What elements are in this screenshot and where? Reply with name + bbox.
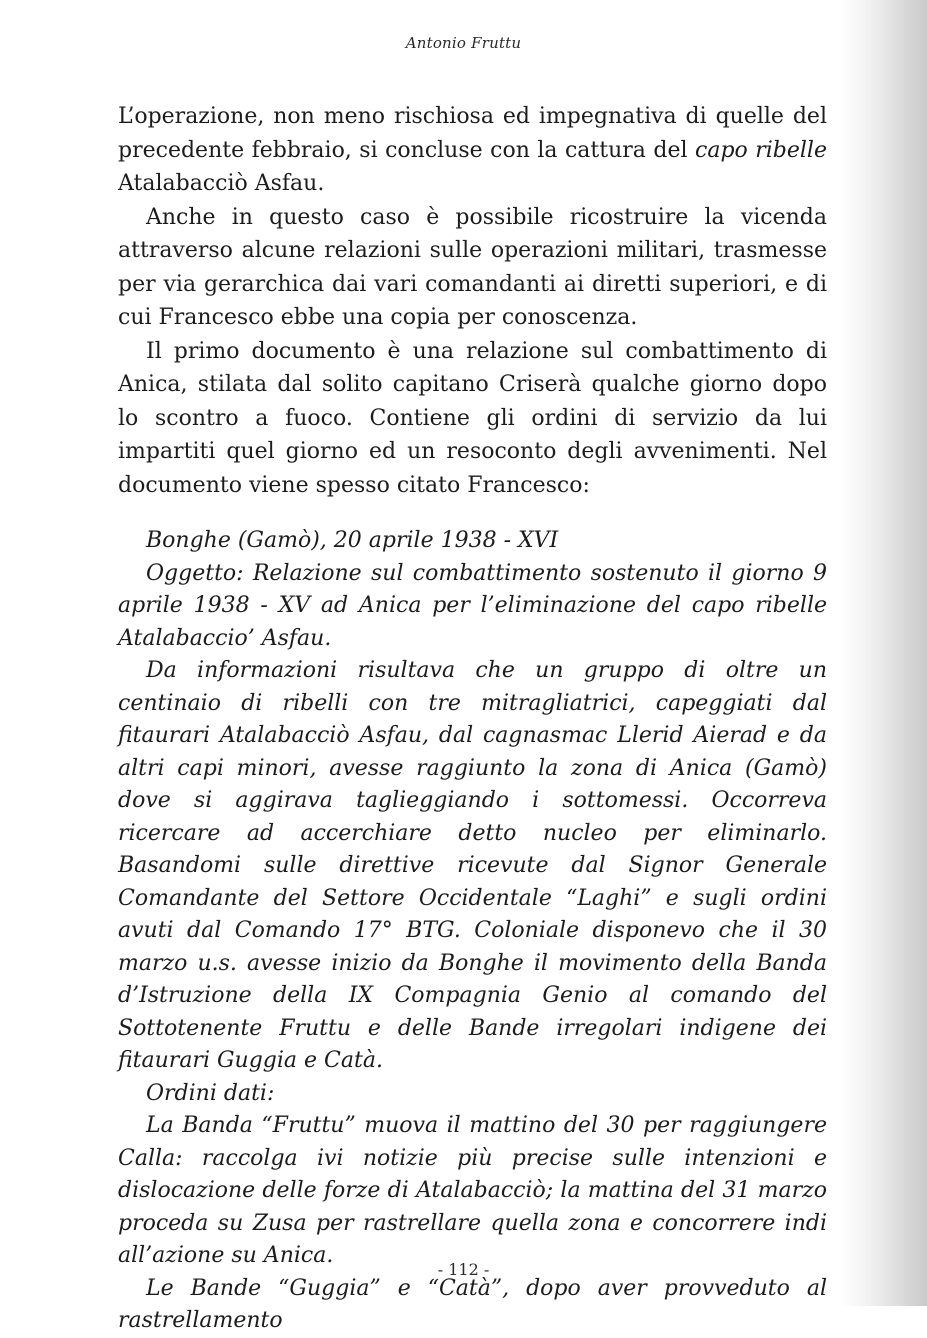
- paragraph-1-text-b: Atalabacciò Asfau.: [118, 171, 325, 196]
- page-number: - 112 -: [437, 1260, 490, 1279]
- running-title: Antonio Fruttu: [405, 34, 522, 52]
- document-orders-heading: Ordini dati:: [146, 1080, 275, 1106]
- paragraph-2: Anche in questo caso è possibile ricostruire la vicenda attraverso alcune relazioni sulle operazioni militari, trasmesse per via gerarchica dai vari comandanti ai diretti superiori, e di cui Francesco ebbe una copia per conoscenza.: [118, 204, 827, 330]
- quoted-document: [118, 525, 827, 1338]
- document-paragraph-1: Da informazioni risultava che un gruppo di oltre un centinaio di ribelli con tre mitragliatrici, capeggiati dal fitaurari Atalabacciò Asfau, dal cagnasmac Llerid Aierad e da altri capi minori, avesse raggiunto la zona di Anica (Gamò) dove si aggirava taglieggiando i sottomessi. Occorreva ricercare ad accerchiare detto nucleo per eliminarlo. Basandomi sulle direttive ricevute dal Signor Generale Comandante del Settore Occidentale “Laghi” e sugli ordini avuti dal Comando 17° BTG. Coloniale disponevo che il 30 marzo u.s. avesse inizio da Bonghe il movimento della Banda d’Istruzione della IX Compagnia Genio al comando del Sottotenente Fruttu e delle Bande irregolari indigene dei fitaurari Guggia e Catà.: [118, 658, 827, 1073]
- paragraph-3: Il primo documento è una relazione sul combattimento di Anica, stilata dal solito capitano Criserà qualche giorno dopo lo scontro a fuoco. Contiene gli ordini di servizio da lui impartiti quel giorno ed un resoconto degli avvenimenti. Nel documento viene spesso citato Francesco:: [118, 338, 827, 498]
- body-text: [118, 100, 827, 502]
- paragraph-1-text-a: L’operazione, non meno rischiosa ed impegnativa di quelle del precedente febbraio, si concluse con la cattura del: [118, 104, 827, 163]
- document-dateline: Bonghe (Gamò), 20 aprile 1938 - XVI: [146, 528, 559, 553]
- paragraph-1: [118, 100, 827, 201]
- paragraph-1-italic: capo ribelle: [695, 137, 827, 163]
- document-paragraph-3: Le Bande “Guggia” e “Catà”, dopo aver provveduto al rastrellamento: [118, 1275, 827, 1333]
- document-subject: Oggetto: Relazione sul combattimento sostenuto il giorno 9 aprile 1938 - XV ad Anica per l’eliminazione del capo ribelle Atalabaccio’ Asfau.: [118, 560, 827, 651]
- document-paragraph-2: La Banda “Fruttu” muova il mattino del 30 per raggiungere Calla: raccolga ivi notizie più precise sulle intenzioni e dislocazione delle forze di Atalabacciò; la mattina del 31 marzo proceda su Zusa per rastrellare quella zona e concorrere indi all’azione su Anica.: [118, 1113, 827, 1268]
